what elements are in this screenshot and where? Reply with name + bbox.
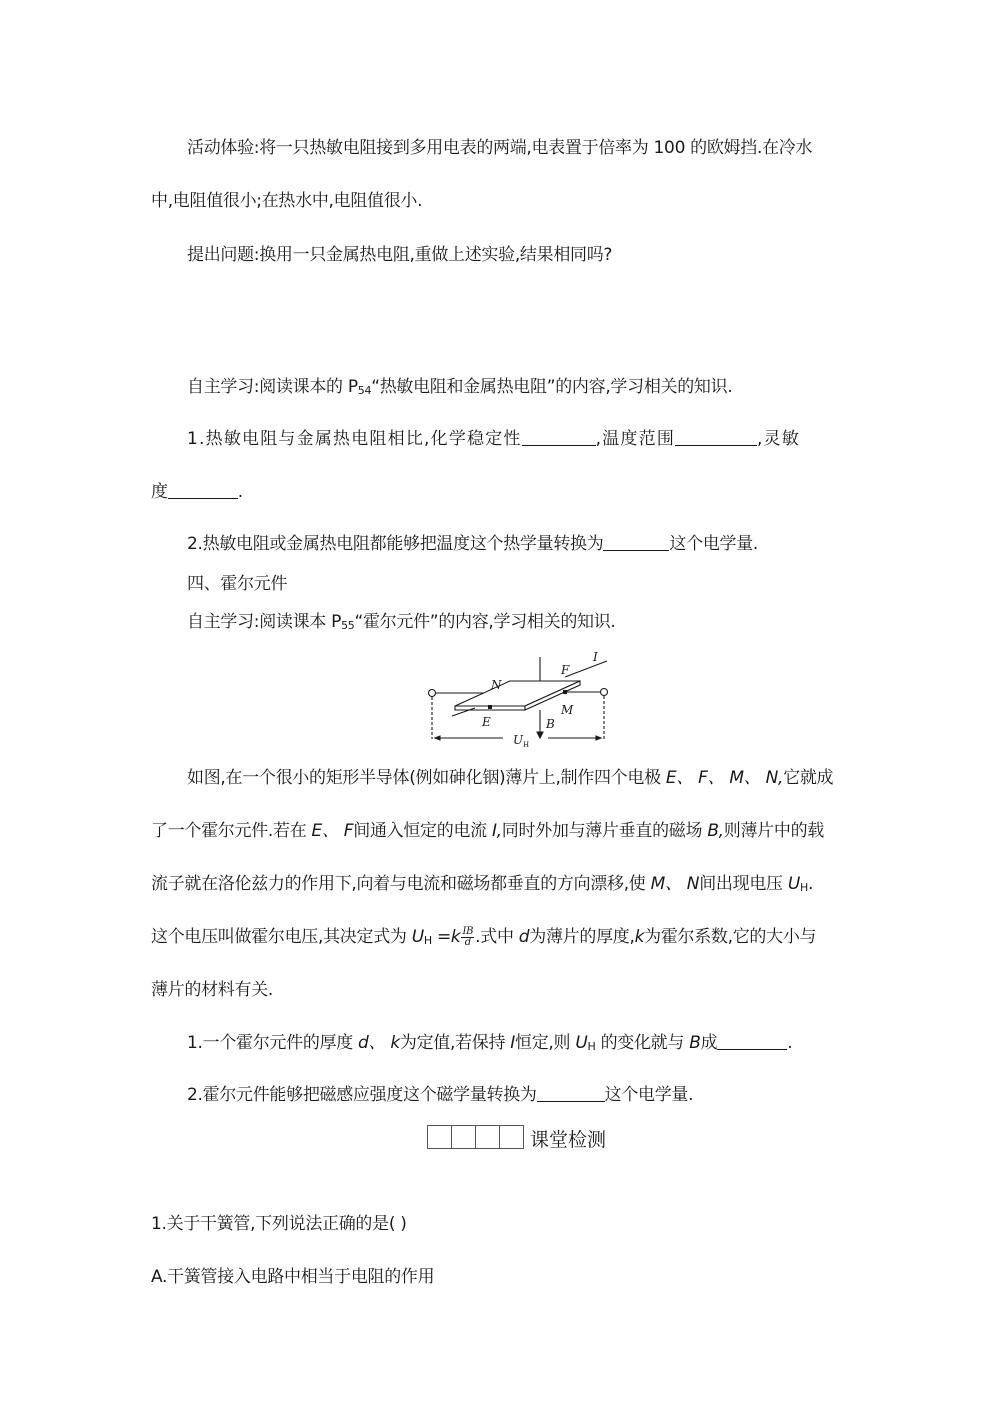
activity-line-2: 中,电阻值很小;在热水中,电阻值很小. [151, 191, 423, 211]
answer-blank[interactable] [168, 480, 238, 499]
item-1: 1.热敏电阻与金属热电阻相比,化学稳定性 ,温度范围 ,灵敏 [187, 429, 801, 449]
hall-element-diagram [415, 646, 615, 751]
self-study-2: 自主学习:阅读课本 $P_{55}“$霍尔元件”的内容,学习相关的知识. [187, 612, 616, 632]
hall-para-line-2: 了一个霍尔元件.若在 E、 F间通入恒定的电流 I,同时外加与薄片垂直的磁场 B,则薄片中的载 [151, 821, 824, 841]
svg-text:M: M [561, 703, 574, 717]
svg-text:U: U [513, 733, 524, 747]
quiz-option-a[interactable]: A.干簧管接入电路中相当于电阻的作用 [151, 1267, 435, 1287]
svg-text:F: F [561, 663, 570, 677]
section-heading: 四、霍尔元件 [187, 574, 288, 594]
hall-question-1: 1.一个霍尔元件的厚度 d、 k为定值,若保持 I恒定,则 $U_H$ 的变化就与 B成 . [187, 1033, 793, 1053]
section-decoration-boxes [427, 1125, 523, 1149]
hall-para-line-4: 这个电压叫做霍尔电压,其决定式为 $U_H =k$ $\frac{IB}{d}$ .式中 d为薄片的厚度,k为霍尔系数,它的大小与 [151, 925, 817, 948]
question-text: 提出问题:换用一只金属热电阻,重做上述实验,结果相同吗? [187, 245, 613, 265]
answer-blank[interactable] [537, 1083, 605, 1102]
hall-question-2: 2.霍尔元件能够把磁感应强度这个磁学量转换为 这个电学量. [187, 1085, 694, 1105]
svg-text:I: I [593, 650, 598, 664]
self-study-1: 自主学习:阅读课本的 $P_{54}“$热敏电阻和金属热电阻”的内容,学习相关的知识. [187, 377, 733, 397]
formula-fraction: $\frac{IB}{d}$ [462, 925, 474, 948]
svg-text:H: H [523, 741, 530, 749]
item-2: 2.热敏电阻或金属热电阻都能够把温度这个热学量转换为 这个电学量. [187, 534, 759, 554]
svg-text:N: N [491, 678, 502, 692]
answer-blank[interactable] [675, 427, 757, 446]
hall-para-line-5: 薄片的材料有关. [151, 980, 274, 1000]
item-1-cont: 度 . [151, 482, 243, 502]
hall-para-line-3: 流子就在洛伦兹力的作用下,向着与电流和磁场都垂直的方向漂移,使 M、 N间出现电压 $U_H$. [151, 874, 814, 894]
quiz-question-1: 1.关于干簧管,下列说法正确的是( ) [151, 1214, 407, 1234]
answer-blank[interactable] [603, 532, 669, 551]
class-check-title: 课堂检测 [530, 1129, 607, 1151]
svg-text:E: E [482, 715, 491, 729]
svg-text:B: B [546, 717, 555, 731]
answer-blank[interactable] [522, 427, 596, 446]
activity-line-1: 活动体验:将一只热敏电阻接到多用电表的两端,电表置于倍率为 100 的欧姆挡.在冷水 [187, 138, 813, 158]
hall-para-line-1: 如图,在一个很小的矩形半导体(例如砷化铟)薄片上,制作四个电极 E、 F、 M、 N,它就成 [187, 768, 834, 788]
answer-blank[interactable] [717, 1031, 787, 1050]
